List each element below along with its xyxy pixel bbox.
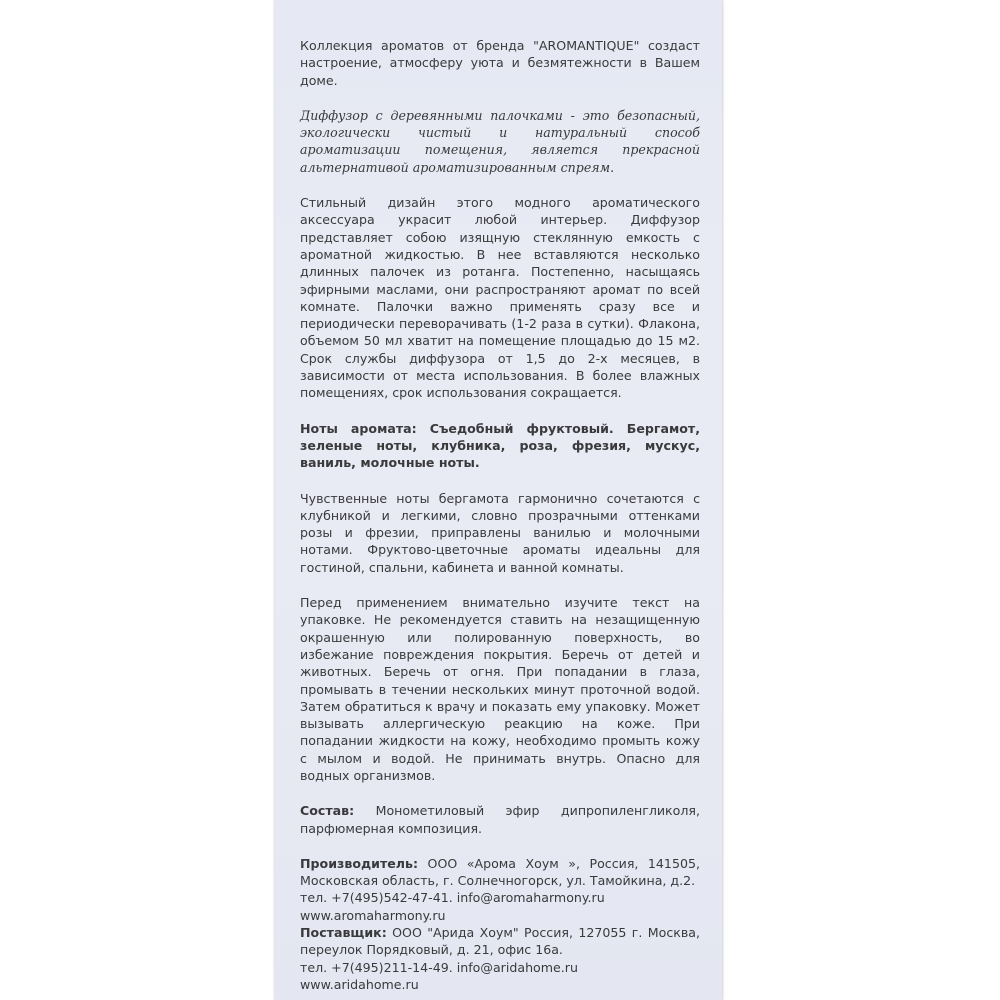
- manufacturer-contacts: тел. +7(495)542-47-41. info@aromaharmony.ru: [300, 890, 605, 906]
- manufacturer-info: [300, 855, 700, 890]
- supplier-contacts: тел. +7(495)211-14-49. info@aridahome.ru: [300, 959, 578, 975]
- manufacturer-website: www.aromaharmony.ru: [300, 907, 446, 923]
- supplier-text: ООО "Арида Хоум" Россия, 127055 г. Москва, переулок Порядковый, д. 21, офис 16а.: [300, 925, 700, 958]
- supplier-info: [300, 924, 700, 959]
- warnings-paragraph: Перед применением внимательно изучите текст на упаковке. Не рекомендуется ставить на незащищенную окрашенную или полированную поверхность, во избежание повреждения покрытия. Беречь от детей и животных. Беречь от огня. При попадании в глаза, промывать в течении нескольких минут проточной водой. Затем обратиться к врачу и показать ему упаковку. Может вызывать аллергическую реакцию на коже. При попадании жидкости на кожу, необходимо промыть кожу с мылом и водой. Не принимать внутрь. Опасно для водных организмов.: [300, 595, 700, 783]
- notes-text: Ноты аромата: Съедобный фруктовый. Бергамот, зеленые ноты, клубника, роза, фрезия, мускус, ваниль, молочные ноты.: [300, 420, 700, 471]
- supplier-website: www.aridahome.ru: [300, 976, 419, 992]
- manufacturer-text: ООО «Арома Хоум », Россия, 141505, Московская область, г. Солнечногорск, ул. Тамойкина, д.2.: [300, 855, 700, 889]
- fragrance-notes: [300, 420, 700, 472]
- composition-paragraph: [300, 802, 700, 837]
- manufacturer-label: Производитель:: [300, 855, 419, 871]
- contacts-block: [300, 855, 700, 993]
- composition-label: Состав:: [300, 803, 355, 819]
- leaflet-text: [300, 37, 700, 1000]
- composition-text: Монометиловый эфир дипропиленгликоля, парфюмерная композиция.: [300, 803, 700, 836]
- intro-paragraph: Коллекция ароматов от бренда "AROMANTIQUE" создаст настроение, атмосферу уюта и безмятежности в Вашем доме.: [300, 38, 700, 88]
- fragrance-description: Чувственные ноты бергамота гармонично сочетаются с клубникой и легкими, словно прозрачными оттенками розы и фрезии, приправлены ванилью и молочными нотами. Фруктово-цветочные ароматы идеальны для гостиной, спальни, кабинета и ванной комнаты.: [300, 490, 700, 575]
- diffuser-description: Диффузор с деревянными палочками - это безопасный, экологически чистый и натуральный способ ароматизации помещения, является прекрасной альтернативой ароматизированным спреям.: [300, 107, 700, 175]
- usage-paragraph: Стильный дизайн этого модного ароматического аксессуара украсит любой интерьер. Диффузор представляет собою изящную стеклянную емкость с ароматной жидкостью. В нее вставляются несколько длинных палочек из ротанга. Постепенно, насыщаясь эфирными маслами, они распространяют аромат по всей комнате. Палочки важно применять сразу все и периодически переворачивать (1-2 раза в сутки). Флакона, объемом 50 мл хватит на помещение площадью до 15 м2. Срок службы диффузора от 1,5 до 2-х месяцев, в зависимости от места использования. В более влажных помещениях, срок использования сокращается.: [300, 195, 700, 401]
- supplier-label: Поставщик:: [300, 925, 387, 941]
